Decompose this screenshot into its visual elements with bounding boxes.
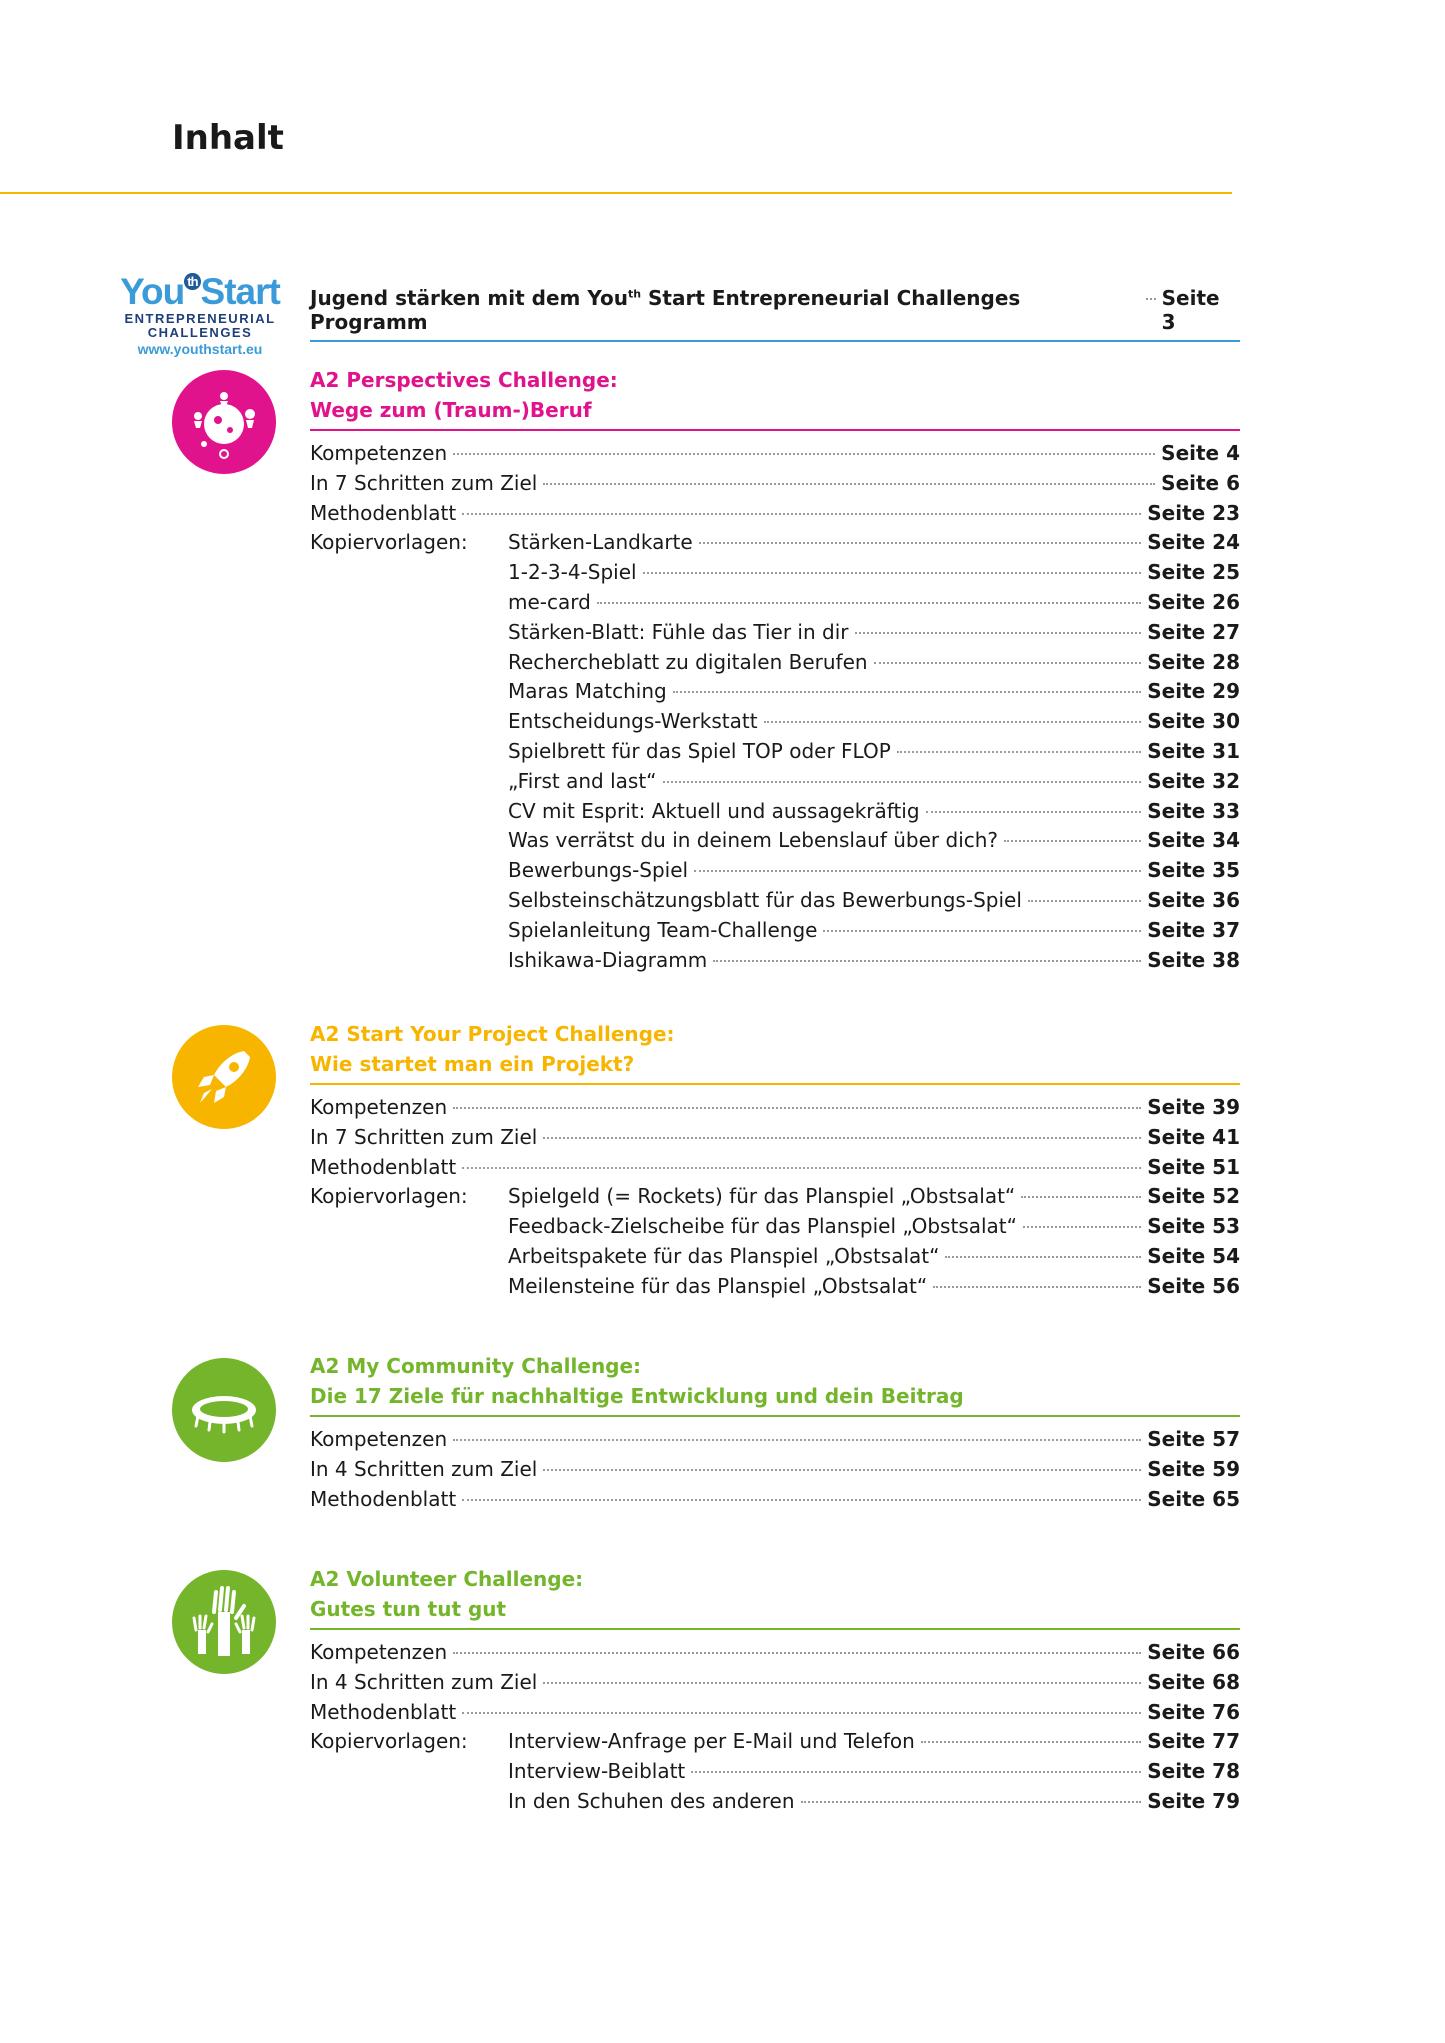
toc-entry-page: Seite 25 (1147, 560, 1240, 585)
toc-entry[interactable] (310, 471, 1240, 501)
toc-entry[interactable] (310, 1125, 1240, 1155)
toc-entry-page: Seite 27 (1147, 619, 1240, 644)
dot-leader (543, 1469, 1141, 1471)
toc-entry-page: Seite 68 (1147, 1669, 1240, 1694)
toc-entry-label: Spielbrett für das Spiel TOP oder FLOP (508, 738, 891, 763)
dot-leader (1023, 1226, 1141, 1228)
toc-entry-label: „First and last“ (508, 768, 657, 793)
dot-leader (453, 453, 1155, 455)
globe-people-icon (172, 370, 276, 474)
dot-leader (643, 572, 1142, 574)
toc-entry-label: Bewerbungs-Spiel (508, 858, 689, 883)
logo-brand: You $^{th}$Start (120, 271, 280, 312)
dot-leader (543, 1137, 1141, 1139)
toc-entry-label: CV mit Esprit: Aktuell und aussagekräftig (508, 798, 920, 823)
dot-leader (945, 1256, 1141, 1258)
dot-leader (897, 751, 1141, 753)
toc-entry-label: 1-2-3-4-Spiel (508, 560, 637, 585)
kopiervorlagen-label: Kopiervorlagen: (310, 1729, 468, 1754)
rocket-icon (172, 1025, 276, 1129)
dot-leader (1146, 298, 1156, 300)
toc-entry-page: Seite 33 (1147, 798, 1240, 823)
toc-entry-label: Spielgeld (= Rockets) für das Planspiel „Obstsalat“ (508, 1184, 1016, 1209)
toc-entry-page: Seite 37 (1147, 917, 1240, 942)
raised-hands-icon (172, 1570, 276, 1674)
section-title-line: Gutes tun tut gut (310, 1596, 507, 1621)
dot-leader (874, 662, 1142, 664)
toc-entry[interactable] (310, 1670, 1240, 1700)
toc-entry-label: Rechercheblatt zu digitalen Berufen (508, 649, 868, 674)
toc-entry[interactable] (310, 828, 1240, 858)
toc-entry-page: Seite 24 (1147, 530, 1240, 555)
table-icon (172, 1358, 276, 1462)
toc-entry-page: Seite 29 (1147, 679, 1240, 704)
toc-entry[interactable] (310, 1700, 1240, 1730)
toc-entry[interactable] (310, 650, 1240, 680)
toc-entry-label: Meilensteine für das Planspiel „Obstsalat“ (508, 1273, 928, 1298)
dot-leader (453, 1652, 1141, 1654)
toc-entry-label: Methodenblatt (310, 1486, 457, 1511)
toc-entry-page: Seite 36 (1147, 887, 1240, 912)
section-heading (310, 1020, 1240, 1085)
toc-entry-label: Methodenblatt (310, 1154, 457, 1179)
toc-entry-page: Seite 38 (1147, 947, 1240, 972)
dot-leader (713, 960, 1141, 962)
toc-entry[interactable] (310, 1274, 1240, 1304)
toc-intro-entry[interactable] (310, 286, 1240, 342)
toc-entry-label: In 4 Schritten zum Ziel (310, 1669, 538, 1694)
section-perspectives (310, 366, 1240, 977)
dot-leader (597, 602, 1141, 604)
toc-entry-page: Seite 59 (1147, 1456, 1240, 1481)
section-heading (310, 1565, 1240, 1630)
dot-leader (691, 1771, 1141, 1773)
toc-entry[interactable] (310, 1640, 1240, 1670)
toc-entry-label: Ishikawa-Diagramm (508, 947, 708, 972)
toc-entry-page: Seite 31 (1147, 738, 1240, 763)
intro-page: Seite 3 (1161, 286, 1220, 334)
dot-leader (543, 1682, 1141, 1684)
toc-entry[interactable] (310, 1457, 1240, 1487)
toc-entry[interactable] (310, 1095, 1240, 1125)
dot-leader (462, 513, 1141, 515)
toc-entry-label: Selbsteinschätzungsblatt für das Bewerbungs-Spiel (508, 887, 1022, 912)
dot-leader (453, 1439, 1141, 1441)
toc-entry-page: Seite 53 (1147, 1214, 1240, 1239)
dot-leader (453, 1107, 1141, 1109)
section-title-line: A2 My Community Challenge: (310, 1354, 642, 1378)
toc-entry[interactable] (310, 739, 1240, 769)
dot-leader (823, 930, 1141, 932)
kopiervorlagen-label: Kopiervorlagen: (310, 1184, 468, 1209)
toc-entry[interactable] (310, 769, 1240, 799)
section-title-line: A2 Volunteer Challenge: (310, 1567, 584, 1591)
section-project (310, 1020, 1240, 1304)
toc-entry-label: Methodenblatt (310, 500, 457, 525)
logo-url: www.youthstart.eu (137, 341, 263, 357)
toc-entry-label: Methodenblatt (310, 1699, 457, 1724)
dot-leader (462, 1167, 1141, 1169)
logo-line1: ENTREPRENEURIAL (124, 311, 276, 326)
toc-entry[interactable] (310, 1155, 1240, 1185)
toc-entry-label: Was verrätst du in deinem Lebenslauf über dich? (508, 828, 999, 853)
toc-entry-label: In 4 Schritten zum Ziel (310, 1456, 538, 1481)
toc-entry-label: Interview-Beiblatt (508, 1759, 686, 1784)
dot-leader (801, 1801, 1142, 1803)
toc-entry-label: Arbeitspakete für das Planspiel „Obstsalat“ (508, 1243, 940, 1268)
toc-entry-label: Kompetenzen (310, 441, 448, 465)
toc-entry-page: Seite 52 (1147, 1184, 1240, 1209)
toc-entry-page: Seite 6 (1161, 470, 1240, 495)
youthstart-logo (112, 262, 288, 358)
toc-entry-label: Stärken-Landkarte (508, 530, 693, 555)
toc-entry-page: Seite 56 (1147, 1273, 1240, 1298)
toc-entry[interactable] (310, 1184, 1240, 1214)
toc-entry[interactable] (310, 1427, 1240, 1457)
dot-leader (764, 721, 1142, 723)
toc-entry-label: Maras Matching (508, 679, 667, 704)
toc-entry-label: Kompetenzen (310, 1095, 448, 1119)
toc-entry-label: In 7 Schritten zum Ziel (310, 1124, 538, 1149)
toc-entry[interactable] (310, 888, 1240, 918)
dot-leader (1028, 900, 1141, 902)
logo-line2: CHALLENGES (147, 325, 253, 340)
toc-entry[interactable] (310, 1789, 1240, 1819)
toc-entry-label: Stärken-Blatt: Fühle das Tier in dir (508, 619, 849, 644)
toc-entry[interactable] (310, 501, 1240, 531)
toc-entry-page: Seite 66 (1147, 1640, 1240, 1664)
toc-entry[interactable] (310, 560, 1240, 590)
toc-entry-label: Feedback-Zielscheibe für das Planspiel „Obstsalat“ (508, 1214, 1018, 1239)
dot-leader (673, 691, 1142, 693)
dot-leader (855, 632, 1142, 634)
toc-entry-page: Seite 35 (1147, 858, 1240, 883)
section-heading (310, 1352, 1240, 1417)
toc-entry-page: Seite 26 (1147, 589, 1240, 614)
dot-leader (663, 781, 1142, 783)
page-title: Inhalt (172, 118, 284, 158)
dot-leader (933, 1286, 1141, 1288)
toc-entry-label: In den Schuhen des anderen (508, 1788, 795, 1813)
section-community (310, 1352, 1240, 1516)
toc-entry-page: Seite 30 (1147, 709, 1240, 734)
toc-entry[interactable] (310, 590, 1240, 620)
toc-entry-page: Seite 78 (1147, 1759, 1240, 1784)
section-heading (310, 366, 1240, 431)
toc-entry[interactable] (310, 530, 1240, 560)
toc-entry[interactable] (310, 1729, 1240, 1759)
section-title-line: A2 Start Your Project Challenge: (310, 1022, 675, 1046)
toc-entry[interactable] (310, 620, 1240, 650)
toc-entry-page: Seite 57 (1147, 1427, 1240, 1451)
toc-entry-page: Seite 65 (1147, 1486, 1240, 1511)
toc-entry[interactable] (310, 679, 1240, 709)
dot-leader (462, 1499, 1141, 1501)
dot-leader (1004, 840, 1141, 842)
toc-entry[interactable] (310, 709, 1240, 739)
dot-leader (926, 811, 1142, 813)
toc-entry[interactable] (310, 918, 1240, 948)
toc-entry[interactable] (310, 1244, 1240, 1274)
dot-leader (462, 1712, 1141, 1714)
toc-entry-label: Spielanleitung Team-Challenge (508, 917, 818, 942)
toc-entry-page: Seite 54 (1147, 1243, 1240, 1268)
toc-entry[interactable] (310, 1487, 1240, 1517)
toc-entry-label: Kompetenzen (310, 1427, 448, 1451)
toc-entry[interactable] (310, 1759, 1240, 1789)
toc-entry-page: Seite 51 (1147, 1154, 1240, 1179)
intro-label: Jugend stärken mit dem You$^{th}$ Start Entrepreneurial Challenges Programm (310, 286, 1021, 334)
toc-entry[interactable] (310, 948, 1240, 978)
toc-entry-page: Seite 32 (1147, 768, 1240, 793)
toc-entry-page: Seite 77 (1147, 1729, 1240, 1754)
toc-entry-page: Seite 28 (1147, 649, 1240, 674)
toc-entry[interactable] (310, 799, 1240, 829)
kopiervorlagen-label: Kopiervorlagen: (310, 530, 468, 555)
dot-leader (543, 483, 1155, 485)
dot-leader (699, 542, 1142, 544)
section-volunteer (310, 1565, 1240, 1819)
section-title-line: Die 17 Ziele für nachhaltige Entwicklung und dein Beitrag (310, 1383, 964, 1408)
toc-entry-label: Kompetenzen (310, 1640, 448, 1664)
title-rule (0, 192, 1232, 194)
dot-leader (921, 1741, 1141, 1743)
dot-leader (694, 870, 1141, 872)
dot-leader (1021, 1196, 1141, 1198)
toc-entry-label: In 7 Schritten zum Ziel (310, 470, 538, 495)
toc-entry-label: me-card (508, 589, 591, 614)
section-title-line: Wie startet man ein Projekt? (310, 1051, 635, 1076)
toc-entry-page: Seite 76 (1147, 1699, 1240, 1724)
section-title-line: A2 Perspectives Challenge: (310, 368, 618, 392)
toc-entry-page: Seite 41 (1147, 1124, 1240, 1149)
toc-entry-page: Seite 34 (1147, 828, 1240, 853)
toc-entry[interactable] (310, 858, 1240, 888)
toc-entry-label: Interview-Anfrage per E-Mail und Telefon (508, 1729, 915, 1754)
section-title-line: Wege zum (Traum-)Beruf (310, 397, 592, 422)
toc-entry-page: Seite 39 (1147, 1095, 1240, 1119)
toc-entry-page: Seite 79 (1147, 1788, 1240, 1813)
toc-entry-page: Seite 4 (1161, 441, 1240, 465)
toc-entry-page: Seite 23 (1147, 500, 1240, 525)
toc-entry-label: Entscheidungs-Werkstatt (508, 709, 758, 734)
toc-entry[interactable] (310, 441, 1240, 471)
toc-entry[interactable] (310, 1214, 1240, 1244)
